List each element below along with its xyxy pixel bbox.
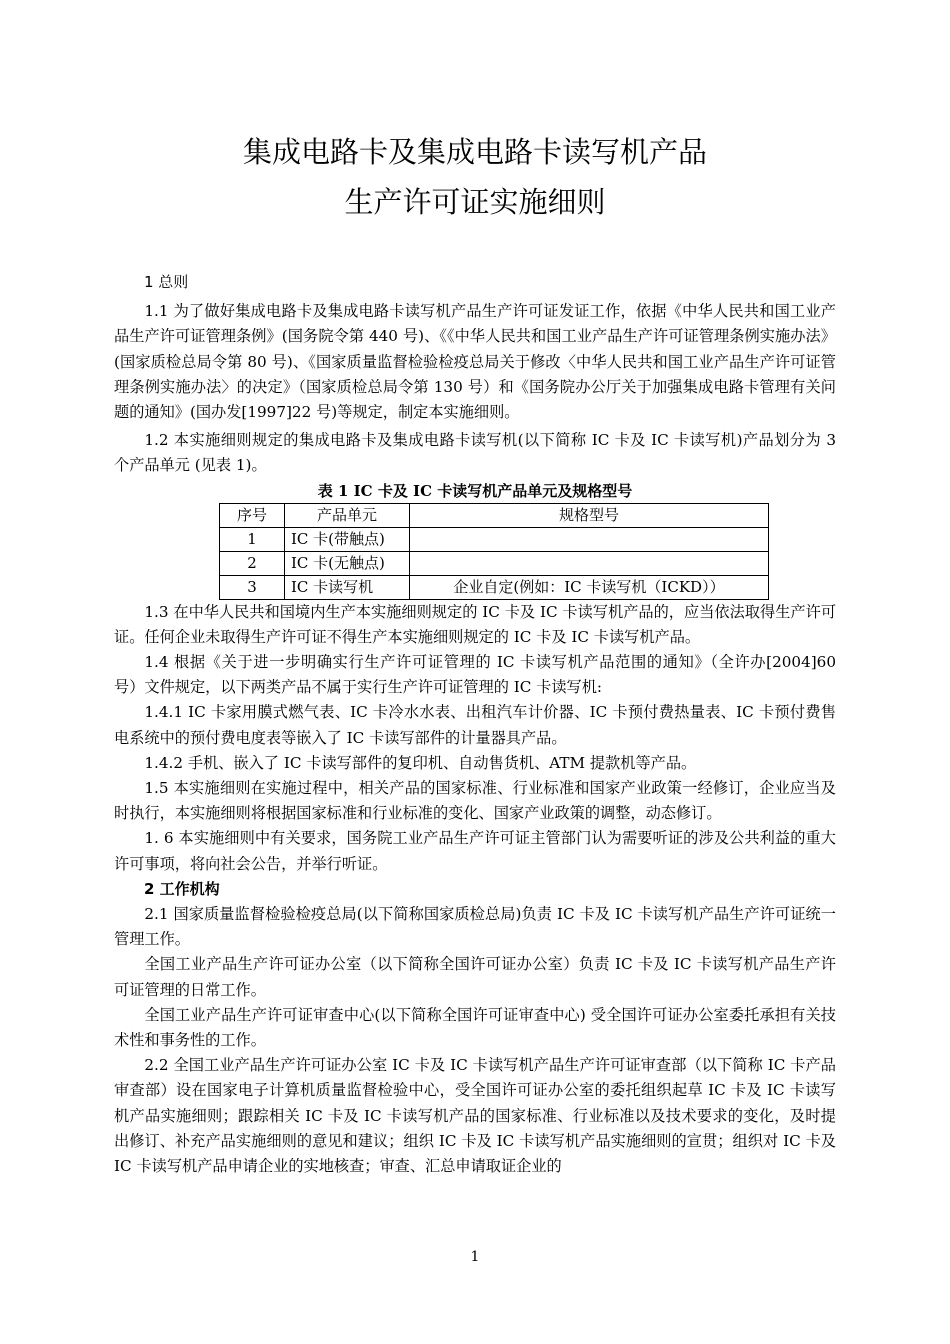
table-cell: IC 卡(带触点) (285, 527, 410, 551)
table-cell: IC 卡读写机 (285, 575, 410, 599)
table-cell (410, 527, 769, 551)
document-body (114, 270, 836, 1179)
document-title-line-1: 集成电路卡及集成电路卡读写机产品 (242, 135, 707, 169)
table-header-row (220, 503, 769, 527)
section-heading-2: 2 工作机构 (144, 879, 220, 898)
table-cell: 3 (220, 575, 285, 599)
paragraph-1-4: 1.4 根据《关于进一步明确实行生产许可证管理的 IC 卡读写机产品范围的通知》（全许办[2004]60 号）文件规定，以下两类产品不属于实行生产许可证管理的 IC 卡读写机: (114, 653, 836, 697)
section-heading-1: 1 总则 (144, 273, 189, 291)
document-title-line-2: 生产许可证实施细则 (344, 185, 606, 219)
table-1-caption: 表 1 IC 卡及 IC 卡读写机产品单元及规格型号 (317, 481, 633, 500)
table-header-cell: 产品单元 (285, 503, 410, 527)
paragraph-2-1: 2.1 国家质量监督检验检疫总局(以下简称国家质检总局)负责 IC 卡及 IC 卡读写机产品生产许可证统一管理工作。 (114, 905, 836, 949)
table-cell: 1 (220, 527, 285, 551)
table-cell: IC 卡(无触点) (285, 551, 410, 575)
table-header-cell: 规格型号 (410, 503, 769, 527)
page-number: 1 (470, 1249, 480, 1265)
table-header-cell: 序号 (220, 503, 285, 527)
paragraph-2-2: 2.2 全国工业产品生产许可证办公室 IC 卡及 IC 卡读写机产品生产许可证审查部（以下简称 IC 卡产品审查部）设在国家电子计算机质量监督检验中心，受全国许可证办公室的委托组织起草 IC 卡及 IC 卡读写机产品实施细则；跟踪相关 IC 卡及 IC 卡读写机产品的国家标准、行业标准以及技术要求的变化，及时提出修订、补充产品实施细则的意见和建议；组织 IC 卡及 IC 卡读写机产品实施细则的宣贯；组织对 IC 卡及 IC 卡读写机产品申请企业的实地核查；审查、汇总申请取证企业的 (114, 1056, 836, 1176)
table-row (220, 527, 769, 551)
table-cell (410, 551, 769, 575)
table-cell: 企业自定(例如：IC 卡读写机（ICKD）） (410, 575, 769, 599)
table-row (220, 551, 769, 575)
paragraph-1-5: 1.5 本实施细则在实施过程中，相关产品的国家标准、行业标准和国家产业政策一经修订，企业应当及时执行，本实施细则将根据国家标准和行业标准的变化、国家产业政策的调整，动态修订。 (114, 779, 836, 823)
paragraph-1-1: 1.1 为了做好集成电路卡及集成电路卡读写机产品生产许可证发证工作，依据《中华人民共和国工业产品生产许可证管理条例》(国务院令第 440 号)、《《中华人民共和国工业产品生产许可证管理条例实施办法》(国家质检总局令第 80 号)、《国家质量监督检验检疫总局关于修改〈中华人民共和国工业产品生产许可证管理条例实施办法〉的决定》（国家质检总局令第 130 号）和《国务院办公厅关于加强集成电路卡管理有关问题的通知》(国办发[1997]22 号)等规定，制定本实施细则。 (114, 302, 836, 422)
paragraph-2-1-office: 全国工业产品生产许可证办公室（以下简称全国许可证办公室）负责 IC 卡及 IC 卡读写机产品生产许可证管理的日常工作。 (114, 955, 836, 999)
table-cell: 2 (220, 551, 285, 575)
paragraph-1-4-2: 1.4.2 手机、嵌入了 IC 卡读写部件的复印机、自动售货机、ATM 提款机等产品。 (144, 753, 697, 772)
paragraph-1-4-1: 1.4.1 IC 卡家用膜式燃气表、IC 卡冷水水表、出租汽车计价器、IC 卡预付费热量表、IC 卡预付费售电系统中的预付费电度表等嵌入了 IC 卡读写部件的计量器具产品。 (114, 703, 836, 747)
paragraph-1-3: 1.3 在中华人民共和国境内生产本实施细则规定的 IC 卡及 IC 卡读写机产品的，应当依法取得生产许可证。任何企业未取得生产许可证不得生产本实施细则规定的 IC 卡及 IC 卡读写机产品。 (114, 602, 836, 646)
table-row (220, 575, 769, 599)
table-1 (219, 503, 769, 600)
paragraph-2-1-center: 全国工业产品生产许可证审查中心(以下简称全国许可证审查中心) 受全国许可证办公室委托承担有关技术性和事务性的工作。 (114, 1005, 836, 1050)
paragraph-1-2: 1.2 本实施细则规定的集成电路卡及集成电路卡读写机(以下简称 IC 卡及 IC 卡读写机)产品划分为 3 个产品单元 (见表 1)。 (114, 431, 836, 475)
paragraph-1-6: 1. 6 本实施细则中有关要求，国务院工业产品生产许可证主管部门认为需要听证的涉及公共利益的重大许可事项，将向社会公告，并举行听证。 (114, 829, 836, 873)
